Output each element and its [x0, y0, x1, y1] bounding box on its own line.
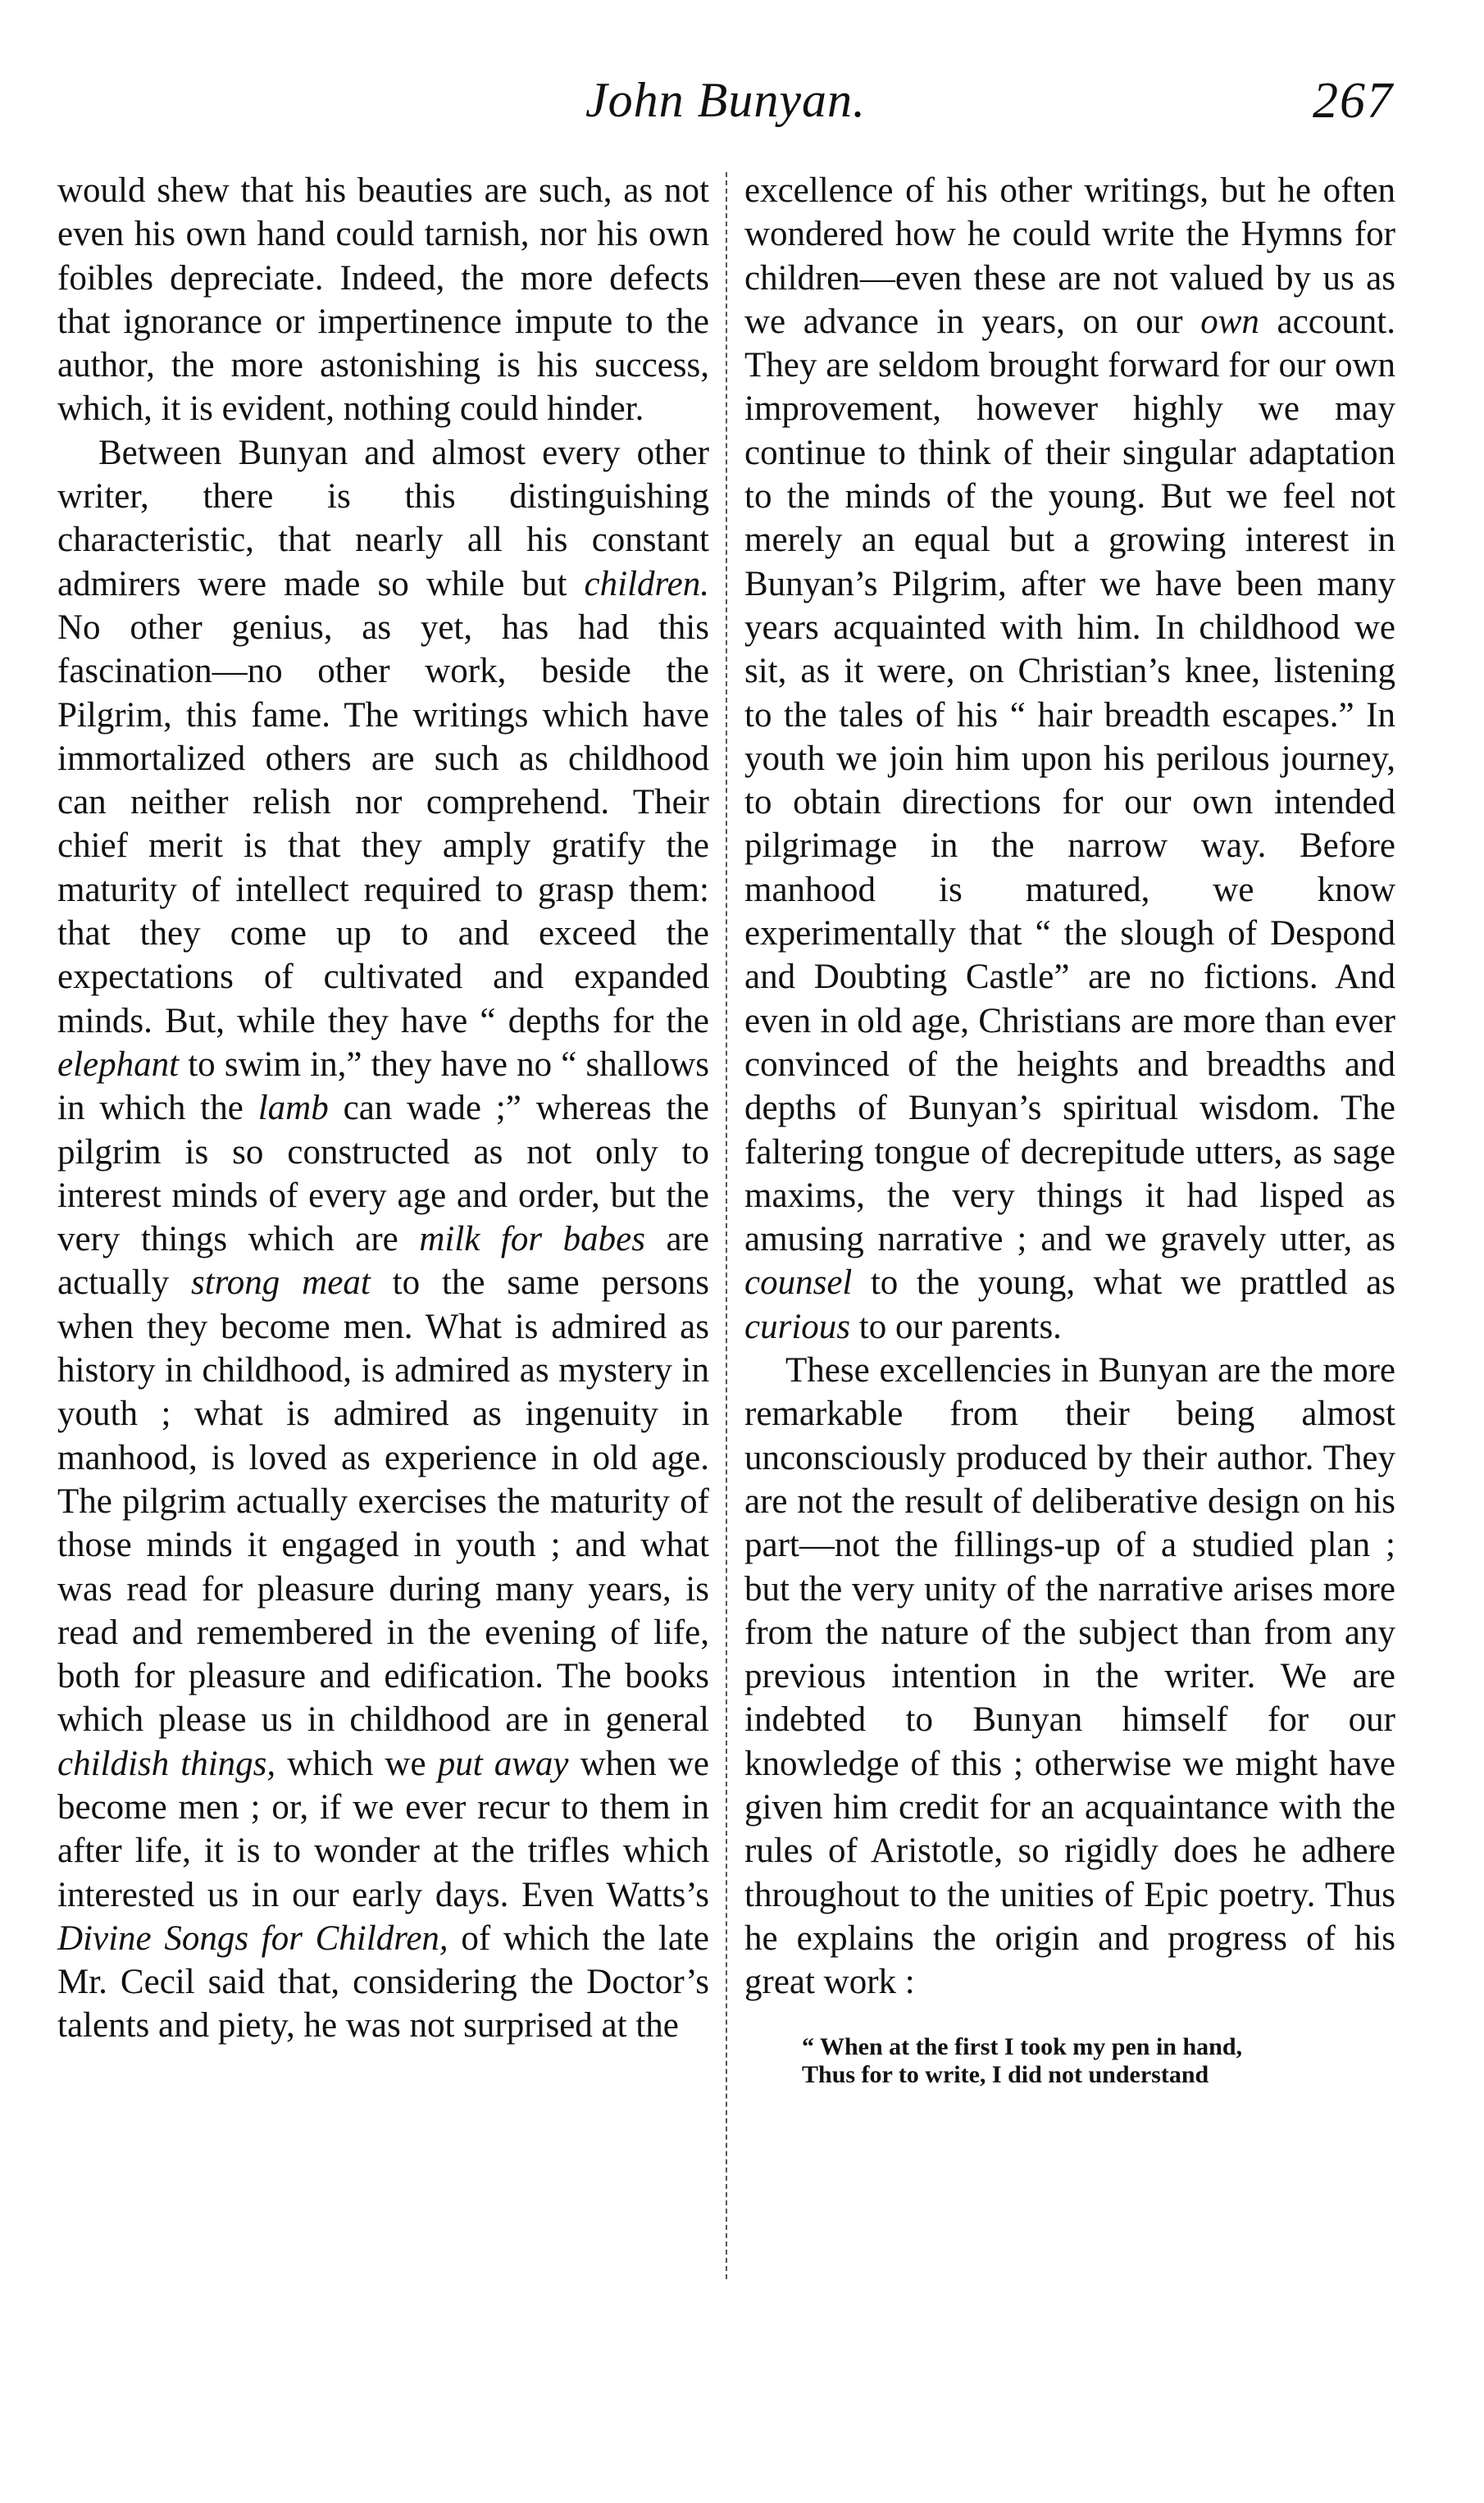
- text-run: account. They are seldom brought forward for our own improvement, however highly we may continue to think of their singular adaptation to the minds of the young. But we feel not merely an equal but a growing interest in Bunyan’s Pilgrim, after we have been many years acquainted with him. In childhood we sit, as it were, on Christian’s knee, listening to the tales of his “ hair breadth escapes.” In youth we join him upon his perilous journey, to obtain directions for our own intended pilgrimage in the narrow way. Before manhood is matured, we know experimentally that “ the slough of Despond and Doubting Castle” are no fictions. And even in old age, Christians are more than ever convinced of the heights and breadths and depths of Bunyan’s spiritual wisdom. The faltering tongue of decrepitude utters, as sage maxims, the very things it had lisped as amusing narrative ; and we gravely utter, as: [744, 302, 1395, 1259]
- text-run: can wade ;” whereas the pilgrim is so constructed as not only to interest minds of every age and order, but the very things which are: [57, 1089, 709, 1259]
- paragraph: [744, 1349, 1395, 2004]
- italic-run: strong meat: [190, 1263, 371, 1303]
- paragraph: [744, 169, 1395, 1349]
- italic-run: lamb: [257, 1089, 329, 1128]
- italic-run: curious: [744, 1307, 850, 1346]
- text-run: excellence of his other writings, but he often wondered how he could write the Hymns for children—even these are not valued by us as we advance in years, on our: [744, 171, 1395, 341]
- right-column: [744, 169, 1395, 2089]
- running-title: John Bunyan.: [585, 73, 866, 127]
- paragraph: [57, 169, 709, 431]
- left-column: [57, 169, 709, 2048]
- italic-run: put away: [437, 1744, 569, 1783]
- paragraph: [57, 431, 709, 2048]
- italic-run: Divine Songs for Children,: [57, 1918, 448, 1958]
- text-run: when we become men ; or, if we ever recur to them in after life, it is to wonder at the trifles which interested us in our early days. Even Watts’s: [57, 1744, 709, 1914]
- text-run: are actually: [57, 1220, 709, 1303]
- running-head: [57, 72, 1394, 138]
- verse-line: Thus for to write, I did not understand: [802, 2061, 1209, 2089]
- text-run: to the young, what we prattled as: [852, 1263, 1395, 1303]
- page-number: 267: [1313, 73, 1394, 129]
- verse-line: “ When at the first I took my pen in hand,: [802, 2033, 1243, 2061]
- text-run: Between Bunyan and almost every other writer, there is this distinguishing characteristic, that nearly all his constant admirers were made so while but: [57, 433, 709, 603]
- text-run: to swim in,” they have no “ shallows in which the: [57, 1044, 709, 1128]
- italic-run: own: [1200, 302, 1259, 341]
- italic-run: childish things,: [57, 1744, 276, 1783]
- text-run: would shew that his beauties are such, as not even his own hand could tarnish, nor his own foibles depreciate. Indeed, the more defects that ignorance or impertinence impute to the author, the more astonishing is his success, which, it is evident, nothing could hinder.: [57, 171, 709, 429]
- verse-quote: [802, 2033, 1395, 2089]
- text-run: which we: [275, 1744, 438, 1783]
- italic-run: children.: [584, 564, 709, 603]
- column-divider: [726, 172, 727, 2279]
- text-run: of which the late Mr. Cecil said that, considering the Doctor’s talents and piety, he was not surprised at the: [57, 1918, 709, 2046]
- text-run: to the same persons when they become men. What is admired as history in childhood, is admired as mystery in youth ; what is admired as ingenuity in manhood, is loved as experience in old age. The pilgrim actually exercises the maturity of those minds it engaged in youth ; and what was read for pleasure during many years, is read and remembered in the evening of life, both for pleasure and edification. The books which please us in childhood are in general: [57, 1263, 710, 1740]
- italic-run: milk for babes: [419, 1220, 645, 1259]
- text-run: These excellencies in Bunyan are the more remarkable from their being almost unconsciously produced by their author. They are not the result of deliberative design on his part—not the fillings-up of a studied plan ; but the very unity of the narrative arises more from the nature of the subject than from any previous intention in the writer. We are indebted to Bunyan himself for our knowledge of this ; otherwise we might have given him credit for an acquaintance with the rules of Aristotle, so rigidly does he adhere throughout to the unities of Epic poetry. Thus he explains the origin and progress of his great work :: [744, 1351, 1395, 2002]
- text-run: to our parents.: [850, 1307, 1062, 1346]
- italic-run: elephant: [57, 1044, 180, 1084]
- text-run: No other genius, as yet, has had this fascination—no other work, beside the Pilgrim, this fame. The writings which have immortalized others are such as childhood can neither relish nor comprehend. Their chief merit is that they amply gratify the maturity of intellect required to grasp them: that they come up to and exceed the expectations of cultivated and expanded minds. But, while they have “ depths for the: [57, 608, 709, 1040]
- italic-run: counsel: [744, 1263, 853, 1303]
